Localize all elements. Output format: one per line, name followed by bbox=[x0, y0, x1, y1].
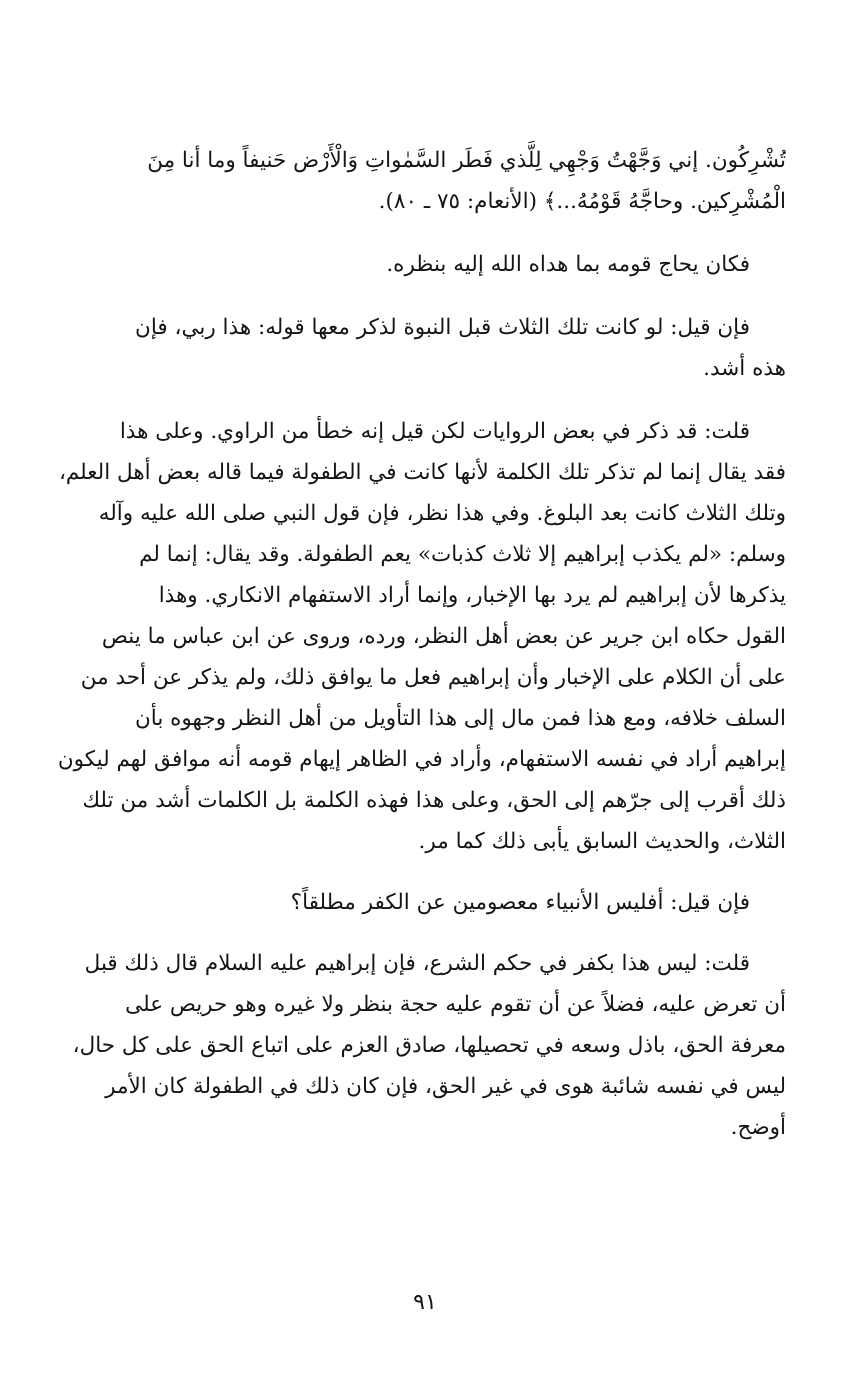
text-line: إبراهيم أراد في نفسه الاستفهام، وأراد في الظاهر إيهام قومه أنه موافق لهم ليكون bbox=[57, 747, 786, 772]
text-line: معرفة الحق، باذل وسعه في تحصيلها، صادق العزم على اتباع الحق على كل حال، bbox=[72, 1033, 786, 1058]
paragraph-argument bbox=[42, 244, 786, 285]
text-line: يذكرها لأن إبراهيم لم يرد بها الإخبار، وإنما أراد الاستفهام الانكاري. وهذا bbox=[158, 583, 786, 608]
text-line: فكان يحاج قومه بما هداه الله إليه بنظره. bbox=[386, 252, 750, 277]
text-line: وسلم: «لم يكذب إبراهيم إلا ثلاث كذبات» يعم الطفولة. وقد يقال: إنما لم bbox=[139, 542, 786, 567]
page-body bbox=[42, 140, 786, 1148]
quran-quote-paragraph bbox=[42, 140, 786, 222]
text-line: ذلك أقرب إلى جرّهم إلى الحق، وعلى هذا فهذه الكلمة بل الكلمات أشد من تلك bbox=[82, 788, 786, 813]
paragraph-question bbox=[42, 882, 786, 923]
paragraph-reply bbox=[42, 411, 786, 862]
text-line: وتلك الثلاث كانت بعد البلوغ. وفي هذا نظر، فإن قول النبي صلى الله عليه وآله bbox=[98, 501, 786, 526]
text-line: فقد يقال إنما لم تذكر تلك الكلمة لأنها كانت في الطفولة فيما قاله بعض أهل العلم، bbox=[58, 460, 786, 485]
text-line: أن تعرض عليه، فضلاً عن أن تقوم عليه حجة بنظر ولا غيره وهو حريص على bbox=[125, 992, 786, 1017]
text-line: ليس في نفسه شائبة هوى في غير الحق، فإن كان ذلك في الطفولة كان الأمر bbox=[105, 1074, 786, 1099]
text-line: القول حكاه ابن جرير عن بعض أهل النظر، ورده، وروى عن ابن عباس ما ينص bbox=[101, 624, 786, 649]
text-line: قلت: قد ذكر في بعض الروايات لكن قيل إنه خطأ من الراوي. وعلى هذا bbox=[119, 419, 750, 444]
text-line: السلف خلافه، ومع هذا فمن مال إلى هذا التأويل من أهل النظر وجهوه بأن bbox=[134, 706, 786, 731]
text-line: الثلاث، والحديث السابق يأبى ذلك كما مر. bbox=[418, 829, 786, 854]
text-line: فإن قيل: لو كانت تلك الثلاث قبل النبوة لذكر معها قوله: هذا ربي، فإن bbox=[135, 315, 750, 340]
text-line: أوضح. bbox=[730, 1115, 786, 1140]
text-line: هذه أشد. bbox=[703, 356, 786, 381]
text-line: فإن قيل: أفليس الأنبياء معصومين عن الكفر مطلقاً؟ bbox=[290, 890, 750, 915]
page-number: ٩١ bbox=[413, 1290, 437, 1315]
text-line: قلت: ليس هذا بكفر في حكم الشرع، فإن إبراهيم عليه السلام قال ذلك قبل bbox=[84, 951, 750, 976]
paragraph-objection bbox=[42, 307, 786, 389]
text-line: الْمُشْرِكين. وحاجَّهُ قَوْمُهُ...﴾ (الأنعام: ٧٥ ـ ٨٠). bbox=[378, 189, 786, 214]
paragraph-answer bbox=[42, 943, 786, 1148]
text-line: على أن الكلام على الإخبار وأن إبراهيم فعل ما يوافق ذلك، ولم يذكر عن أحد من bbox=[80, 665, 786, 690]
text-line: تُشْرِكُون. إني وَجَّهْتُ وَجْهِي لِلَّذي فَطَر السَّمٰواتِ وَالْأَرْض حَنيفاً وما أنا مِنَ bbox=[147, 148, 786, 173]
